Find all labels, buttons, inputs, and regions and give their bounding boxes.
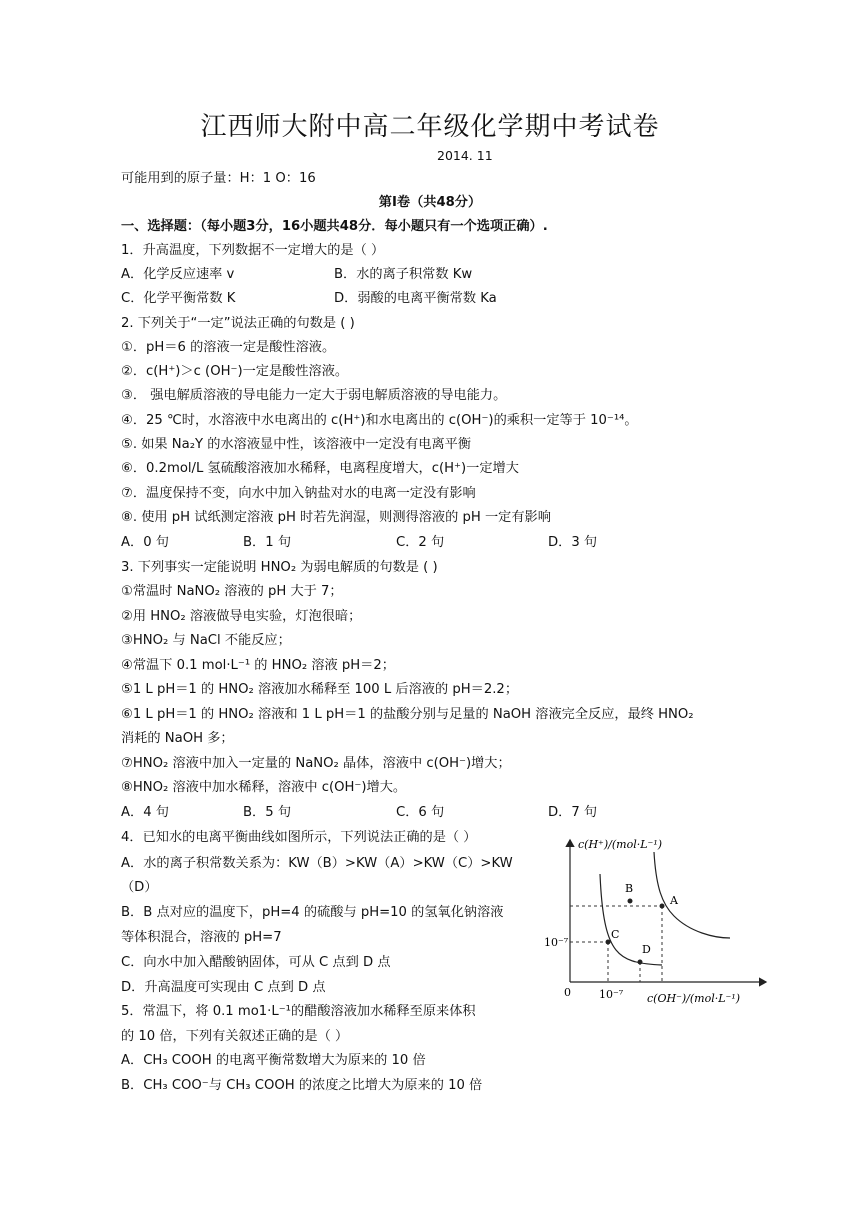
point-b-label: B	[625, 882, 634, 895]
q3-fact-1: ①常温时 NaNO₂ 溶液的 pH 大于 7；	[121, 584, 343, 599]
q3-fact-6: ⑥1 L pH＝1 的 HNO₂ 溶液和 1 L pH＝1 的盐酸分别与足量的 NaOH 溶液完全反应，最终 HNO₂	[121, 707, 694, 722]
exam-title: 江西师大附中高二年级化学期中考试卷	[200, 112, 660, 142]
q2-option-a: A．0 句	[121, 535, 169, 550]
section-title: 一、选择题：（每小题3分，16小题共48分．每小题只有一个选项正确）.	[121, 219, 548, 234]
water-ionization-graph	[544, 832, 774, 1012]
q2-option-b: B．1 句	[243, 535, 292, 550]
q3-fact-5: ⑤1 L pH＝1 的 HNO₂ 溶液加水稀释至 100 L 后溶液的 pH＝2.2；	[121, 682, 519, 697]
q5-option-a: A．CH₃ COOH 的电离平衡常数增大为原来的 10 倍	[121, 1053, 426, 1068]
q4-option-a: A．水的离子积常数关系为：KW（B）>KW（A）>KW（C）>KW	[121, 856, 513, 871]
q3-option-a: A．4 句	[121, 805, 169, 820]
x-tick-label: 10⁻⁷	[599, 988, 624, 1001]
q3-fact-7: ⑦HNO₂ 溶液中加入一定量的 NaNO₂ 晶体，溶液中 c(OH⁻)增大；	[121, 756, 511, 771]
q3-fact-2: ②用 HNO₂ 溶液做导电实验，灯泡很暗；	[121, 609, 362, 624]
q2-statement-5: ⑤. 如果 Na₂Y 的水溶液显中性，该溶液中一定没有电离平衡	[121, 437, 472, 452]
q2-statement-6: ⑥．0.2mol/L 氢硫酸溶液加水稀释，电离程度增大，c(H⁺)一定增大	[121, 461, 519, 476]
q3-option-d: D．7 句	[548, 805, 598, 820]
q5-stem-cont: 的 10 倍，下列有关叙述正确的是（ ）	[121, 1029, 349, 1044]
exam-date: 2014. 11	[437, 148, 493, 163]
x-axis-label: c(OH⁻)/(mol·L⁻¹)	[647, 992, 741, 1005]
q3-fact-3: ③HNO₂ 与 NaCl 不能反应；	[121, 633, 291, 648]
point-a	[660, 904, 665, 909]
q2-statement-7: ⑦．温度保持不变，向水中加入钠盐对水的电离一定没有影响	[121, 486, 476, 501]
q4-stem: 4．已知水的电离平衡曲线如图所示，下列说法正确的是（ ）	[121, 830, 477, 845]
q5-option-b: B．CH₃ COO⁻与 CH₃ COOH 的浓度之比增大为原来的 10 倍	[121, 1078, 483, 1093]
q2-statement-4: ④．25 ℃时，水溶液中水电离出的 c(H⁺)和水电离出的 c(OH⁻)的乘积一定等于 10⁻¹⁴。	[121, 413, 638, 428]
q2-statement-2: ②．c(H⁺)＞c (OH⁻)一定是酸性溶液。	[121, 364, 349, 379]
q1-option-b: B．水的离子积常数 Kw	[334, 267, 473, 282]
q2-statement-3: ③． 强电解质溶液的导电能力一定大于弱电解质溶液的导电能力。	[121, 388, 507, 403]
q1-option-a: A．化学反应速率 v	[121, 267, 235, 282]
q5-stem: 5．常温下，将 0.1 mo1·L⁻¹的醋酸溶液加水稀释至原来体积	[121, 1004, 476, 1019]
y-tick-label: 10⁻⁷	[544, 936, 569, 949]
q2-option-c: C．2 句	[396, 535, 445, 550]
q1-stem: 1．升高温度，下列数据不一定增大的是（ ）	[121, 243, 385, 258]
q4-option-b-cont: 等体积混合，溶液的 pH=7	[121, 930, 282, 945]
point-d	[638, 960, 643, 965]
point-b	[628, 899, 633, 904]
q2-option-d: D．3 句	[548, 535, 598, 550]
q4-option-b: B．B 点对应的温度下，pH=4 的硫酸与 pH=10 的氢氧化钠溶液	[121, 905, 504, 920]
origin-label: 0	[564, 986, 571, 999]
q3-option-b: B．5 句	[243, 805, 292, 820]
q2-stem: 2. 下列关于“一定”说法正确的句数是 ( )	[121, 316, 355, 331]
point-c	[606, 940, 611, 945]
q4-option-a-cont: （D）	[121, 880, 158, 895]
point-c-label: C	[611, 928, 620, 941]
point-d-label: D	[642, 943, 651, 956]
part-title: 第Ⅰ卷（共48分）	[378, 195, 482, 210]
q3-fact-6-cont: 消耗的 NaOH 多；	[121, 731, 234, 746]
q4-option-d: D．升高温度可实现由 C 点到 D 点	[121, 980, 326, 995]
q1-option-d: D．弱酸的电离平衡常数 Ka	[334, 291, 497, 306]
q3-fact-8: ⑧HNO₂ 溶液中加水稀释，溶液中 c(OH⁻)增大。	[121, 780, 407, 795]
atomic-mass-note: 可能用到的原子量：H：1 O：16	[121, 171, 316, 186]
upper-isotherm-curve	[654, 852, 730, 938]
q3-fact-4: ④常温下 0.1 mol·L⁻¹ 的 HNO₂ 溶液 pH＝2；	[121, 658, 395, 673]
q3-option-c: C．6 句	[396, 805, 445, 820]
q1-option-c: C．化学平衡常数 K	[121, 291, 236, 306]
q2-statement-1: ①．pH＝6 的溶液一定是酸性溶液。	[121, 340, 336, 355]
point-a-label: A	[670, 894, 678, 907]
q3-stem: 3. 下列事实一定能说明 HNO₂ 为弱电解质的句数是 ( )	[121, 560, 438, 575]
y-axis-label: c(H⁺)/(mol·L⁻¹)	[578, 838, 663, 851]
q2-statement-8: ⑧. 使用 pH 试纸测定溶液 pH 时若先润湿，则测得溶液的 pH 一定有影响	[121, 510, 551, 525]
q4-option-c: C．向水中加入醋酸钠固体，可从 C 点到 D 点	[121, 955, 391, 970]
